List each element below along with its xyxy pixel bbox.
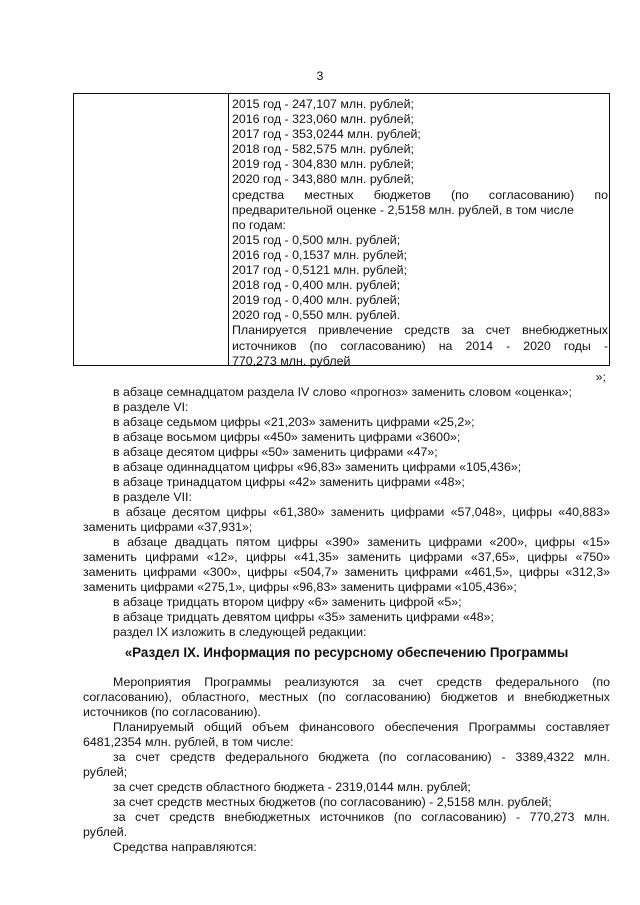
text-line: заменить цифрами «300», цифры «504,7» заменить цифрами «461,5», цифры «312,3»: [83, 565, 610, 579]
table-line: 2016 год - 0,1537 млн. рублей;: [232, 247, 408, 262]
text-line: в абзаце десятом цифры «61,380» заменить цифрами «57,048», цифры «40,883»: [113, 505, 610, 519]
text-line: за счет средств федерального бюджета (по согласованию) - 3389,4322 млн.: [113, 750, 610, 764]
text-line: источников (по согласованию).: [83, 705, 261, 719]
table-line: 770,273 млн. рублей: [232, 353, 351, 368]
text-line: заменить цифрами «37,931»;: [83, 520, 253, 534]
text-line: рублей;: [83, 765, 128, 779]
table-line: 2017 год - 0,5121 млн. рублей;: [232, 263, 408, 278]
text-line: в разделе VI:: [113, 400, 189, 414]
text-line: заменить цифрами «275,1», цифры «96,83» заменить цифрами «105,436»;: [83, 580, 517, 594]
text-line: в абзаце одиннадцатом цифры «96,83» заменить цифрами «105,436»;: [113, 460, 522, 474]
section-heading: «Раздел IX. Информация по ресурсному обеспечению Программы: [124, 645, 569, 660]
text-line: Средства направляются:: [113, 840, 257, 854]
text-line: Планируемый общий объем финансового обеспечения Программы составляет: [113, 720, 610, 734]
funding-table: [73, 93, 610, 366]
text-line: заменить цифрами «12», цифры «41,35» заменить цифрами «37,65», цифры «750»: [83, 550, 610, 564]
table-line: Планируется привлечение средств за счет внебюджетных: [232, 323, 608, 338]
table-line: 2019 год - 0,400 млн. рублей;: [232, 293, 401, 308]
table-line: 2016 год - 323,060 млн. рублей;: [232, 112, 414, 127]
text-line: Мероприятия Программы реализуются за счет средств федерального (по: [113, 675, 610, 689]
closing-quote: »;: [595, 370, 606, 384]
page-number: 3: [316, 69, 324, 83]
table-line: 2015 год - 0,500 млн. рублей;: [232, 232, 401, 247]
table-line: 2018 год - 582,575 млн. рублей;: [232, 142, 414, 157]
text-line: за счет средств местных бюджетов (по согласованию) - 2,5158 млн. рублей;: [113, 795, 552, 809]
table-line: 2018 год - 0,400 млн. рублей;: [232, 278, 401, 293]
text-line: рублей.: [83, 825, 128, 839]
table-line: предварительной оценке - 2,5158 млн. рублей, в том числе: [232, 202, 574, 217]
text-line: раздел IX изложить в следующей редакции:: [113, 625, 367, 639]
text-line: в абзаце тридцать девятом цифры «35» заменить цифрами «48»;: [113, 610, 494, 624]
text-line: за счет средств областного бюджета - 2319,0144 млн. рублей;: [113, 780, 471, 794]
table-line: по годам:: [232, 217, 286, 232]
text-line: за счет средств внебюджетных источников (по согласованию) - 770,273 млн.: [113, 810, 610, 824]
text-line: согласованию), областного, местных (по согласованию) бюджетов и внебюджетных: [83, 690, 610, 704]
text-line: в абзаце двадцать пятом цифры «390» заменить цифрами «200», цифры «15»: [113, 535, 610, 549]
text-line: в разделе VII:: [113, 490, 192, 504]
text-line: в абзаце восьмом цифры «450» заменить цифрами «3600»;: [113, 430, 461, 444]
text-line: в абзаце тридцать втором цифру «6» заменить цифрой «5»;: [113, 595, 462, 609]
table-line: 2019 год - 304,830 млн. рублей;: [232, 157, 414, 172]
text-line: в абзаце семнадцатом раздела IV слово «прогноз» заменить словом «оценка»;: [113, 385, 572, 399]
table-line: 2020 год - 0,550 млн. рублей.: [232, 308, 401, 323]
document-body: [83, 385, 610, 855]
text-line: в абзаце тринадцатом цифры «42» заменить цифрами «48»;: [113, 475, 465, 489]
table-right-cell: [232, 97, 608, 369]
text-line: в абзаце седьмом цифры «21,203» заменить цифрами «25,2»;: [113, 415, 475, 429]
text-line: в абзаце десятом цифры «50» заменить цифрами «47»;: [113, 445, 438, 459]
table-line: 2017 год - 353,0244 млн. рублей;: [232, 127, 421, 142]
table-line: средства местных бюджетов (по согласованию) по: [232, 187, 608, 202]
table-line: источников (по согласованию) на 2014 - 2020 годы -: [232, 338, 608, 353]
table-line: 2015 год - 247,107 млн. рублей;: [232, 97, 414, 111]
table-column-divider: [228, 94, 229, 365]
table-line: 2020 год - 343,880 млн. рублей;: [232, 172, 414, 187]
text-line: 6481,2354 млн. рублей, в том числе:: [83, 735, 294, 749]
